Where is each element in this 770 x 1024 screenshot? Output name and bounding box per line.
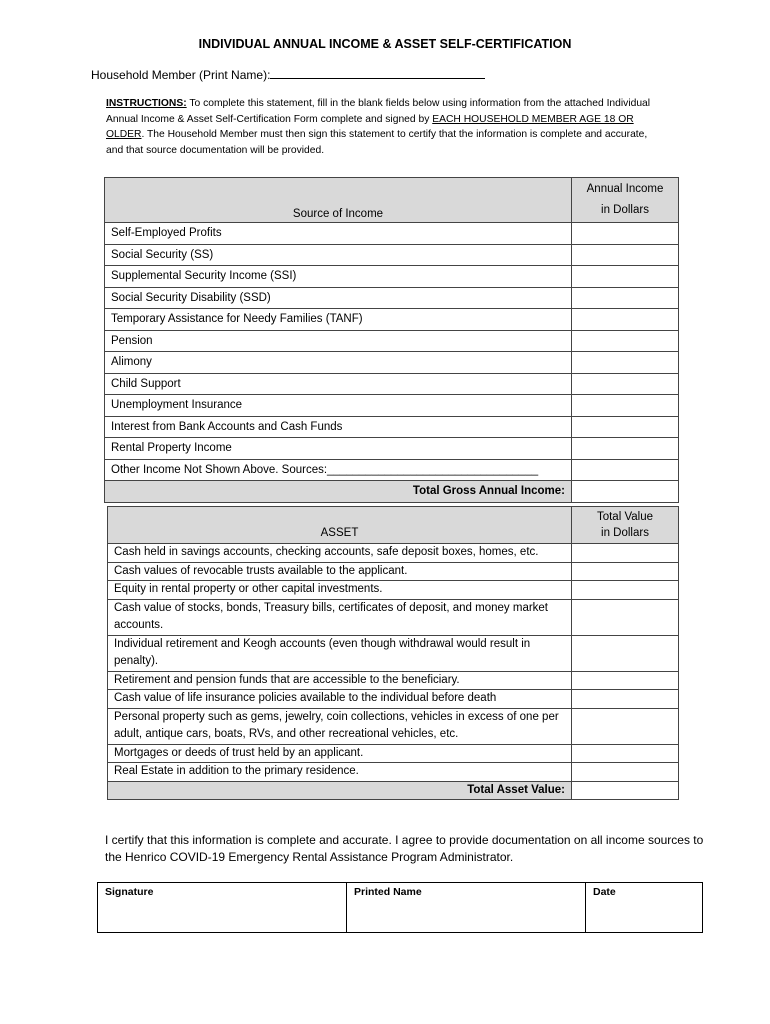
income-amount-field[interactable] bbox=[572, 416, 679, 438]
form-title: INDIVIDUAL ANNUAL INCOME & ASSET SELF-CERTIFICATION bbox=[198, 37, 572, 51]
income-amount-field[interactable] bbox=[572, 287, 679, 309]
income-amount-field[interactable] bbox=[572, 330, 679, 352]
asset-value-field[interactable] bbox=[572, 671, 679, 690]
income-row bbox=[105, 266, 679, 288]
asset-row-label: Cash held in savings accounts, checking accounts, safe deposit boxes, homes, etc. bbox=[108, 544, 572, 563]
income-row bbox=[105, 395, 679, 417]
signature-block bbox=[97, 882, 703, 933]
household-member-label: Household Member (Print Name): bbox=[91, 68, 271, 82]
income-row bbox=[105, 244, 679, 266]
income-amount-field[interactable] bbox=[572, 352, 679, 374]
asset-total-field[interactable] bbox=[572, 781, 679, 800]
income-row bbox=[105, 309, 679, 331]
income-row bbox=[105, 373, 679, 395]
asset-header: ASSET bbox=[108, 507, 572, 544]
asset-table-header bbox=[108, 507, 679, 544]
income-row bbox=[105, 352, 679, 374]
instructions-emphasis: EACH HOUSEHOLD MEMBER AGE 18 OR OLDER bbox=[106, 113, 634, 140]
asset-row-label: Equity in rental property or other capital investments. bbox=[108, 581, 572, 600]
income-row-label: Alimony bbox=[105, 352, 572, 374]
asset-rows bbox=[108, 544, 679, 782]
household-member-name-field[interactable] bbox=[270, 67, 485, 79]
income-table-header bbox=[105, 178, 679, 223]
asset-value-field[interactable] bbox=[572, 763, 679, 782]
income-row-label: Interest from Bank Accounts and Cash Funds bbox=[105, 416, 572, 438]
household-member-line bbox=[91, 67, 485, 82]
income-amount-field[interactable] bbox=[572, 395, 679, 417]
asset-value-header-line1: Total Value bbox=[596, 511, 654, 523]
asset-value-field[interactable] bbox=[572, 544, 679, 563]
instructions-label: INSTRUCTIONS: bbox=[106, 98, 187, 109]
asset-row bbox=[108, 544, 679, 563]
date-label: Date bbox=[593, 886, 616, 898]
income-row-label: Social Security Disability (SSD) bbox=[105, 287, 572, 309]
instructions bbox=[106, 96, 666, 158]
asset-row-label: Personal property such as gems, jewelry, coin collections, vehicles in excess of one per adult, antique cars, boats, RVs, and other recreational vehicles, etc. bbox=[108, 708, 572, 744]
asset-row bbox=[108, 635, 679, 671]
income-amount-field[interactable] bbox=[572, 438, 679, 460]
income-row bbox=[105, 287, 679, 309]
asset-value-field[interactable] bbox=[572, 635, 679, 671]
income-amount-field[interactable] bbox=[572, 244, 679, 266]
asset-total-row bbox=[108, 781, 679, 800]
asset-row bbox=[108, 744, 679, 763]
income-table bbox=[104, 177, 679, 503]
income-row-label: Unemployment Insurance bbox=[105, 395, 572, 417]
income-source-header: Source of Income bbox=[105, 178, 572, 223]
income-amount-field[interactable] bbox=[572, 266, 679, 288]
income-row-label: Self-Employed Profits bbox=[105, 223, 572, 245]
asset-table bbox=[107, 506, 679, 800]
income-row bbox=[105, 223, 679, 245]
income-rows bbox=[105, 223, 679, 481]
income-amount-header bbox=[572, 178, 679, 223]
income-row-label: Supplemental Security Income (SSI) bbox=[105, 266, 572, 288]
income-row-label: Other Income Not Shown Above. Sources:_________________________________ bbox=[105, 459, 572, 481]
certification-statement: I certify that this information is complete and accurate. I agree to provide documentation on all income sources to the Henrico COVID-19 Emergency Rental Assistance Program Administrator. bbox=[105, 833, 704, 864]
date-field[interactable] bbox=[586, 883, 703, 933]
signature-label: Signature bbox=[105, 886, 154, 898]
asset-value-header bbox=[572, 507, 679, 544]
asset-row-label: Cash values of revocable trusts available to the applicant. bbox=[108, 562, 572, 581]
income-amount-field[interactable] bbox=[572, 309, 679, 331]
asset-row bbox=[108, 690, 679, 709]
income-row bbox=[105, 438, 679, 460]
asset-value-field[interactable] bbox=[572, 708, 679, 744]
income-row-label: Pension bbox=[105, 330, 572, 352]
asset-row bbox=[108, 599, 679, 635]
income-row-label: Child Support bbox=[105, 373, 572, 395]
income-row-label: Temporary Assistance for Needy Families (TANF) bbox=[105, 309, 572, 331]
income-total-label: Total Gross Annual Income: bbox=[105, 481, 572, 503]
asset-row-label: Real Estate in addition to the primary residence. bbox=[108, 763, 572, 782]
asset-row-label: Cash value of stocks, bonds, Treasury bills, certificates of deposit, and money market accounts. bbox=[108, 599, 572, 635]
instructions-text-2: . The Household Member must then sign this statement to certify that the information is complete and accurate, and that source documentation will be provided. bbox=[106, 129, 648, 156]
income-row-label: Social Security (SS) bbox=[105, 244, 572, 266]
asset-total-label: Total Asset Value: bbox=[108, 781, 572, 800]
income-row bbox=[105, 330, 679, 352]
asset-row bbox=[108, 763, 679, 782]
income-amount-field[interactable] bbox=[572, 373, 679, 395]
income-amount-field[interactable] bbox=[572, 223, 679, 245]
asset-value-field[interactable] bbox=[572, 690, 679, 709]
income-amount-field[interactable] bbox=[572, 459, 679, 481]
asset-value-field[interactable] bbox=[572, 744, 679, 763]
asset-value-field[interactable] bbox=[572, 562, 679, 581]
instructions-text-1: To complete this statement, fill in the blank fields below using information from the attached Individual Annual Income & Asset Self-Certification Form complete and signed by bbox=[106, 98, 651, 125]
asset-value-header-line2: in Dollars bbox=[601, 527, 649, 539]
income-total-row bbox=[105, 481, 679, 503]
income-total-field[interactable] bbox=[572, 481, 679, 503]
asset-row-label: Mortgages or deeds of trust held by an applicant. bbox=[108, 744, 572, 763]
asset-row bbox=[108, 671, 679, 690]
income-row-label: Rental Property Income bbox=[105, 438, 572, 460]
income-row bbox=[105, 416, 679, 438]
income-amount-header-line1: Annual Income bbox=[586, 183, 664, 195]
signature-field[interactable] bbox=[98, 883, 347, 933]
asset-value-field[interactable] bbox=[572, 581, 679, 600]
printed-name-field[interactable] bbox=[347, 883, 586, 933]
printed-name-label: Printed Name bbox=[354, 886, 422, 898]
asset-row bbox=[108, 708, 679, 744]
asset-row bbox=[108, 581, 679, 600]
asset-value-field[interactable] bbox=[572, 599, 679, 635]
income-amount-header-line2: in Dollars bbox=[601, 204, 649, 216]
asset-row-label: Individual retirement and Keogh accounts (even though withdrawal would result in penalty). bbox=[108, 635, 572, 671]
asset-row bbox=[108, 562, 679, 581]
income-row bbox=[105, 459, 679, 481]
asset-row-label: Retirement and pension funds that are accessible to the beneficiary. bbox=[108, 671, 572, 690]
asset-row-label: Cash value of life insurance policies available to the individual before death bbox=[108, 690, 572, 709]
